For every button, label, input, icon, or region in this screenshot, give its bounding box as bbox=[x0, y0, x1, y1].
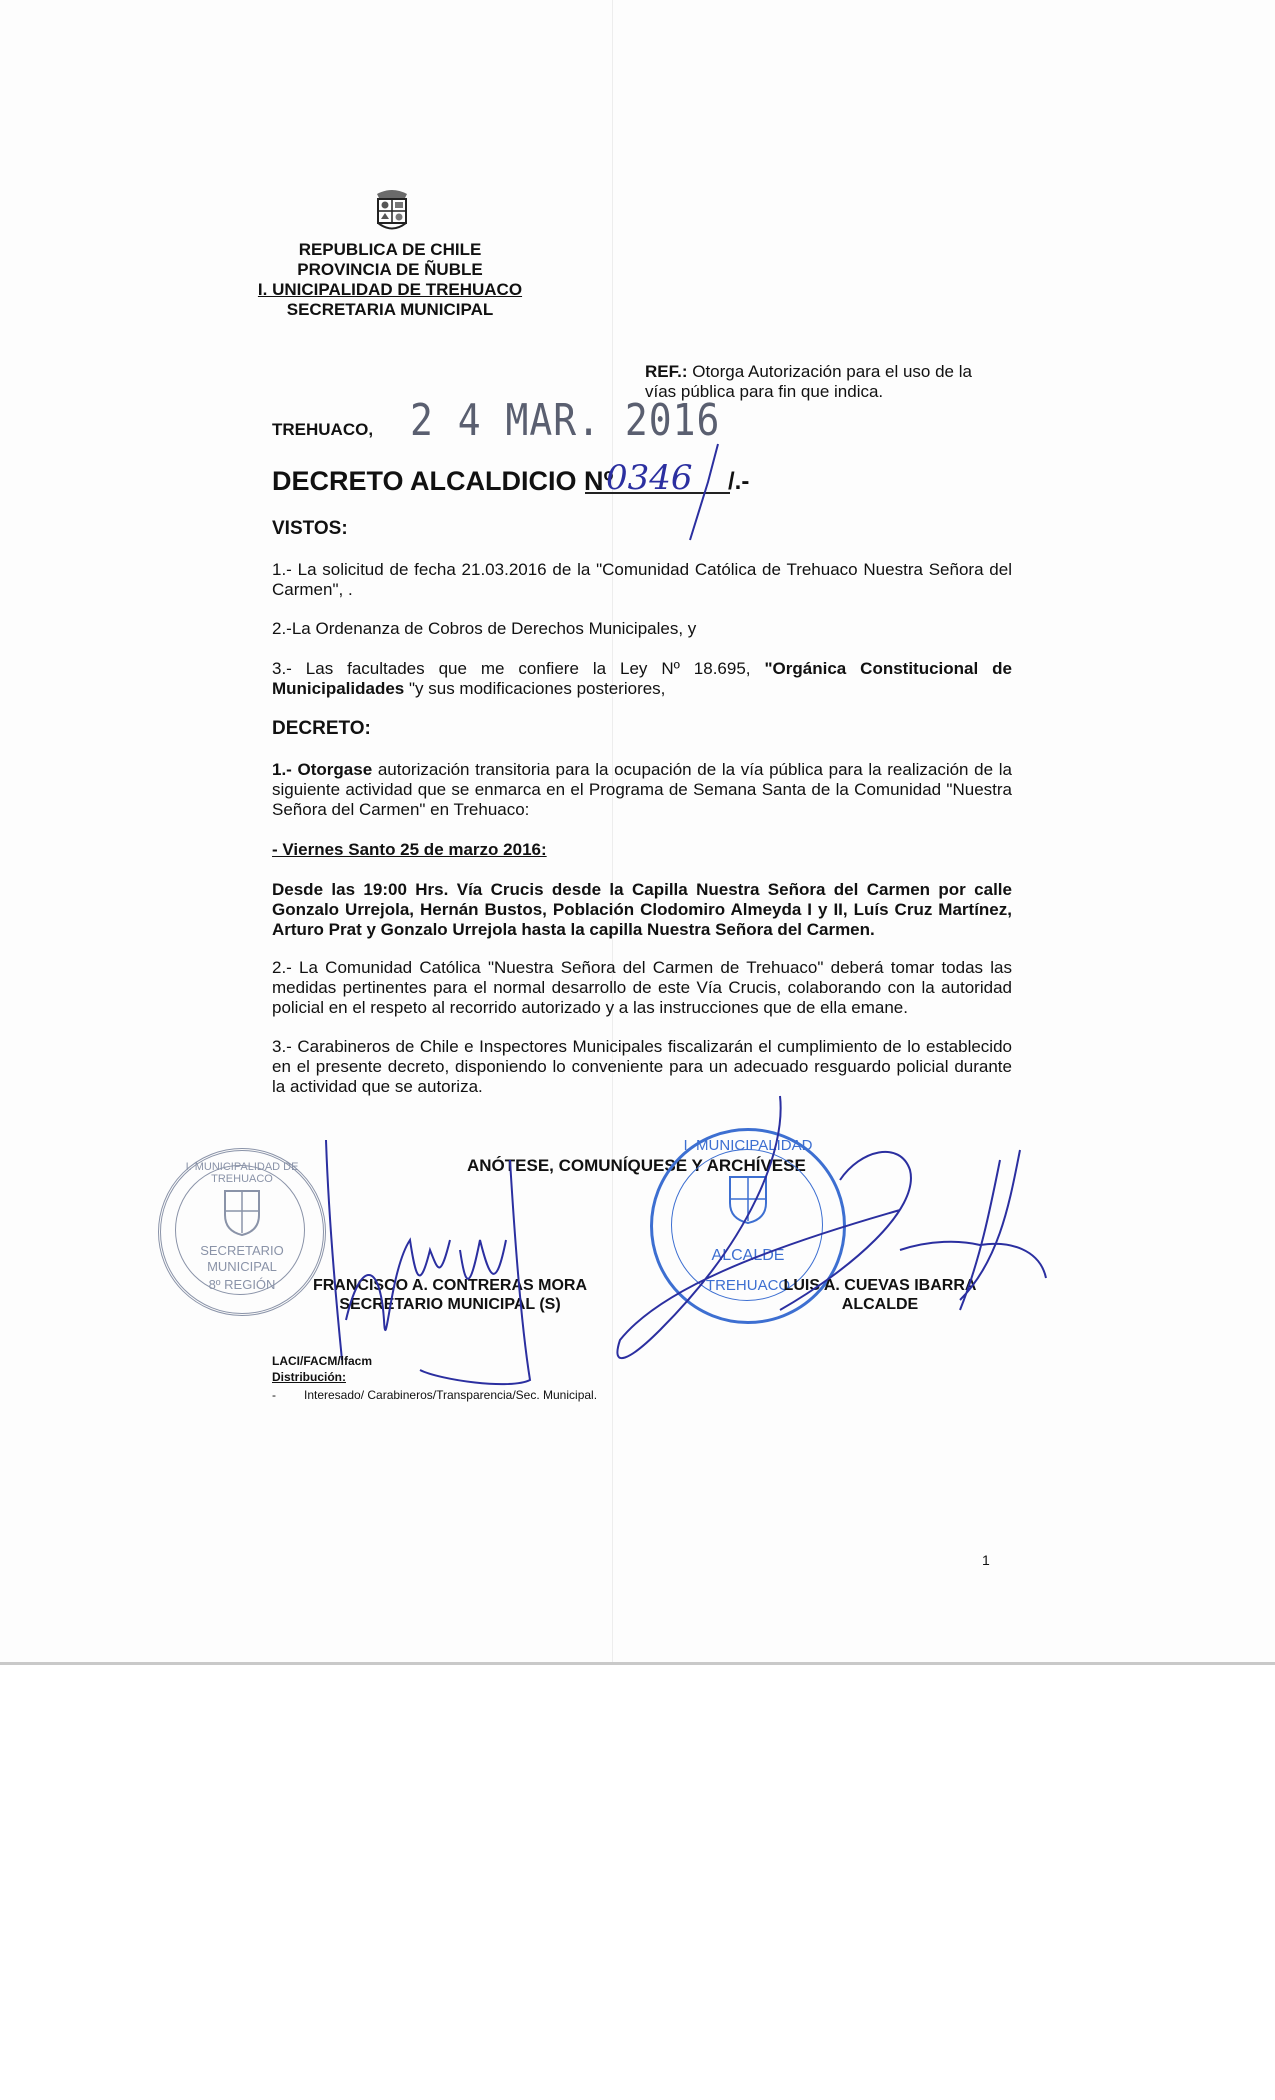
vistos-item-3-law: "Orgánica Constitucional de Municipalidades bbox=[272, 659, 1012, 698]
distribution-label: Distribución: bbox=[272, 1370, 346, 1384]
decreto-paragraph-1-text: autorización transitoria para la ocupación de la vía pública para la realización de la siguiente actividad que se enmarca en el Programa de Semana Santa de la Comunidad "Nuestra Señora del Carmen" en Trehuaco: bbox=[272, 760, 1013, 819]
secretary-name: FRANCISCO A. CONTRERAS MORA bbox=[312, 1277, 588, 1294]
mayor-seal-ring-text: I. MUNICIPALIDAD bbox=[683, 1137, 813, 1154]
distribution-dash: - bbox=[272, 1388, 276, 1402]
event-detail: Desde las 19:00 Hrs. Vía Crucis desde la Capilla Nuestra Señora del Carmen por calle Gonzalo Urrejola, Hernán Bustos, Población Clodomiro Almeyda I y II, Luís Cruz Martínez, Arturo Prat y Gonzalo Urrejola hasta la capilla Nuestra Señora del Carmen. bbox=[272, 880, 1012, 939]
date-stamp: 2 4 MAR. 2016 bbox=[410, 394, 721, 446]
decreto-paragraph-2: 2.- La Comunidad Católica "Nuestra Señora del Carmen de Trehuaco" deberá tomar todas las medidas pertinentes para el normal desarrollo de este Vía Crucis, colaborando con la autoridad policial en el respeto al recorrido autorizado y a las instrucciones que de ella emane. bbox=[272, 958, 1012, 1017]
event-date: - Viernes Santo 25 de marzo 2016: bbox=[272, 840, 547, 859]
reference-text: Otorga Autorización para el uso de la vías pública para fin que indica. bbox=[645, 362, 972, 401]
vistos-heading: VISTOS: bbox=[272, 518, 348, 539]
reference-label: REF.: bbox=[645, 362, 688, 381]
letterhead-department: SECRETARIA MUNICIPAL bbox=[286, 300, 494, 319]
page-number: 1 bbox=[982, 1552, 990, 1568]
coat-of-arms-icon bbox=[371, 188, 413, 236]
place-label: TREHUACO, bbox=[272, 420, 374, 439]
letterhead-country: REPUBLICA DE CHILE bbox=[298, 240, 482, 259]
vistos-item-3 bbox=[272, 659, 1012, 699]
letterhead-municipality: I. UNICIPALIDAD DE TREHUACO bbox=[257, 280, 523, 299]
vistos-item-3-tail: "y sus modificaciones posteriores, bbox=[408, 679, 666, 698]
vistos-item-1: 1.- La solicitud de fecha 21.03.2016 de la "Comunidad Católica de Trehuaco Nuestra Señora del Carmen", . bbox=[272, 560, 1012, 599]
letterhead-province: PROVINCIA DE ÑUBLE bbox=[297, 260, 483, 279]
secretary-seal-center-1: SECRETARIO bbox=[200, 1243, 284, 1258]
letterhead bbox=[240, 240, 540, 320]
mayor-seal-center: ALCALDE bbox=[711, 1247, 785, 1264]
decreto-heading: DECRETO: bbox=[272, 718, 371, 739]
secretary-seal-bottom: 8º REGIÓN bbox=[208, 1277, 276, 1292]
decree-slash-stroke bbox=[660, 442, 730, 542]
secretary-seal-shield-icon bbox=[221, 1187, 263, 1237]
initials: LACI/FACM/lfacm bbox=[272, 1354, 373, 1368]
mayor-title: ALCALDE bbox=[841, 1296, 919, 1313]
decree-title: DECRETO ALCALDICIO Nº bbox=[272, 466, 614, 496]
mayor-signature bbox=[600, 1090, 1050, 1390]
fold-line bbox=[612, 0, 613, 1662]
secretary-seal-center-2: MUNICIPAL bbox=[207, 1259, 277, 1274]
vistos-item-2: 2.-La Ordenanza de Cobros de Derechos Municipales, y bbox=[272, 619, 697, 638]
secretary-seal-ring-text: I. MUNICIPALIDAD DE TREHUACO bbox=[185, 1161, 299, 1185]
decree-suffix: /.- bbox=[728, 468, 750, 495]
mayor-name: LUIS A. CUEVAS IBARRA bbox=[783, 1277, 977, 1294]
mayor-seal-bottom: TREHUACO bbox=[705, 1277, 791, 1294]
vistos-item-3-text: 3.- Las facultades que me confiere la Ley Nº 18.695, bbox=[272, 659, 751, 678]
decreto-paragraph-1 bbox=[272, 760, 1012, 820]
decreto-paragraph-3: 3.- Carabineros de Chile e Inspectores Municipales fiscalizarán el cumplimiento de lo establecido en el presente decreto, disponiendo lo conveniente para un adecuado resguardo policial durante la actividad que se autoriza. bbox=[272, 1037, 1012, 1096]
decree-number-handwritten: 0346 bbox=[606, 458, 693, 498]
distribution-list: Interesado/ Carabineros/Transparencia/Sec. Municipal. bbox=[304, 1388, 598, 1402]
decreto-paragraph-1-lead: 1.- Otorgase bbox=[272, 760, 373, 779]
secretary-title: SECRETARIO MUNICIPAL (S) bbox=[339, 1296, 561, 1313]
closing-formula: ANÓTESE, COMUNÍQUESE Y ARCHÍVESE bbox=[467, 1156, 806, 1175]
